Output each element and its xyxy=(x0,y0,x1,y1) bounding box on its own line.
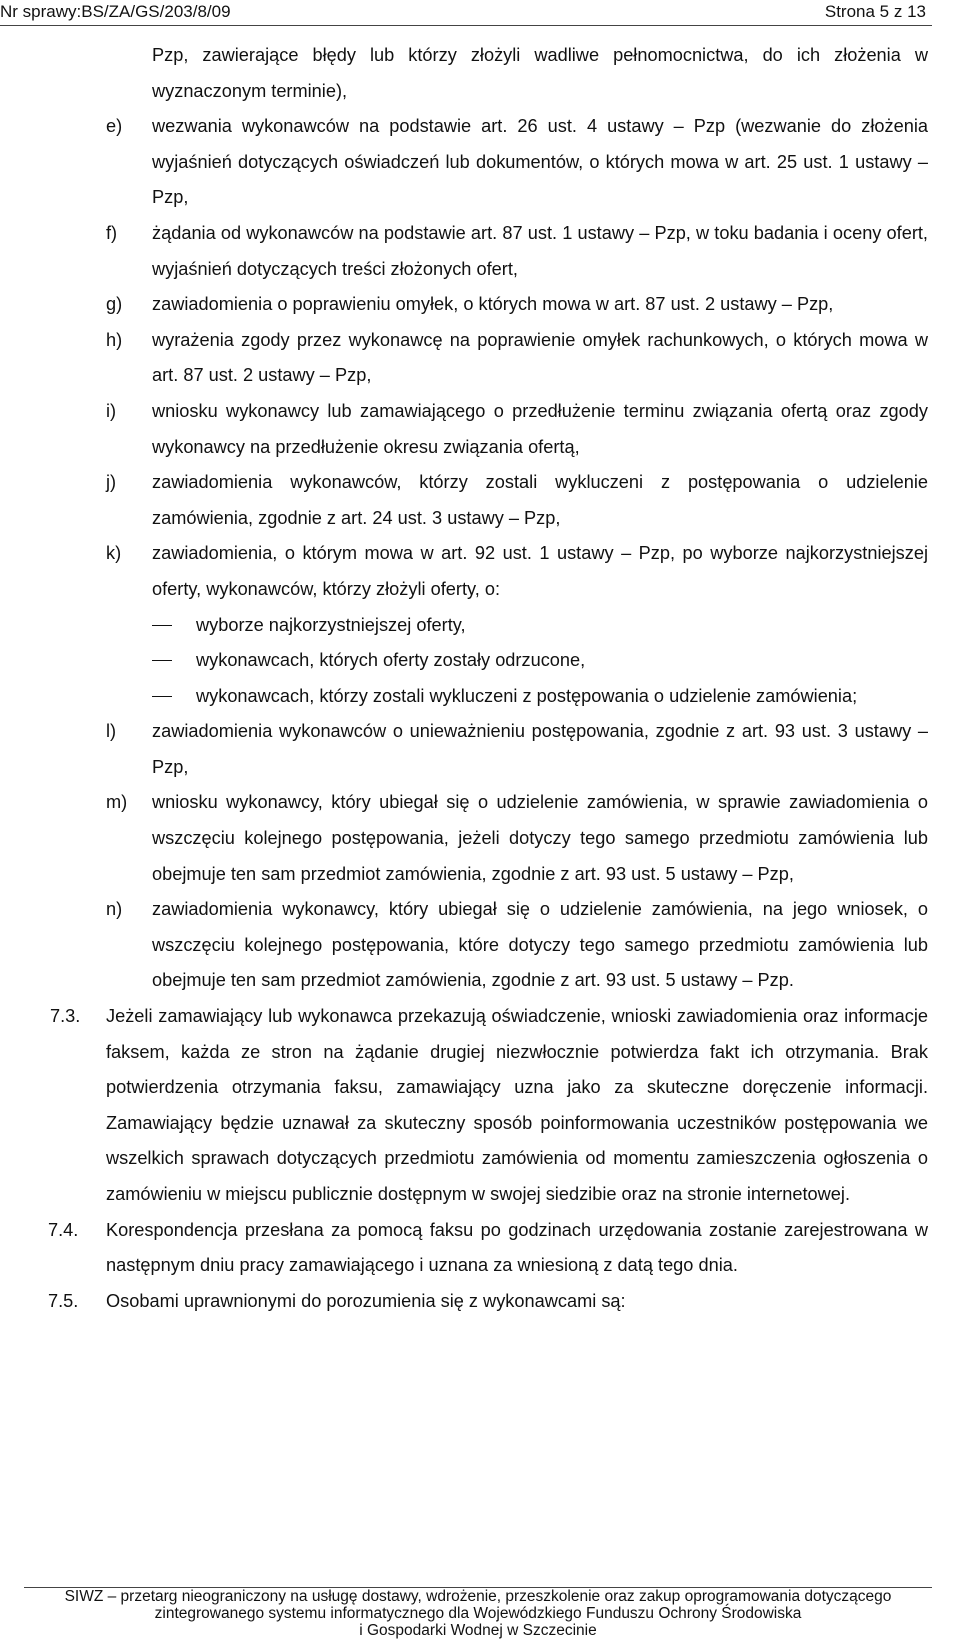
dash-marker xyxy=(152,696,172,697)
document-body xyxy=(0,38,960,1319)
list-item xyxy=(0,785,928,892)
header-divider xyxy=(0,25,932,26)
footer-line: zintegrowanego systemu informatycznego dla Wojewódzkiego Funduszu Ochrony Środowiska xyxy=(154,1605,802,1622)
list-marker: j) xyxy=(106,472,117,493)
case-number: Nr sprawy:BS/ZA/GS/203/8/09 xyxy=(0,2,231,21)
section-text: Korespondencja przesłana za pomocą faksu po godzinach urzędowania zostanie zarejestrowana w następnym dniu pracy zamawiającego i uznana za wniesioną z datą tego dnia. xyxy=(106,1219,928,1276)
list-marker: h) xyxy=(106,329,123,350)
list-item xyxy=(0,287,928,323)
list-item-text: żądania od wykonawców na podstawie art. 87 ust. 1 ustawy – Pzp, w toku badania i oceny ofert, wyjaśnień dotyczących treści złożonych ofert, xyxy=(152,222,928,279)
section-7-4 xyxy=(0,1213,928,1284)
dash-item-text: wyborze najkorzystniejszej oferty, xyxy=(196,614,466,635)
list-marker: g) xyxy=(106,294,123,315)
list-item-text: zawiadomienia o poprawieniu omyłek, o których mowa w art. 87 ust. 2 ustawy – Pzp, xyxy=(152,294,834,315)
list-item-text: wyrażenia zgody przez wykonawcę na poprawienie omyłek rachunkowych, o których mowa w art. 87 ust. 2 ustawy – Pzp, xyxy=(152,329,928,386)
list-item-text: zawiadomienia, o którym mowa w art. 92 ust. 1 ustawy – Pzp, po wyborze najkorzystniejszej oferty, wykonawców, którzy złożyli oferty, o: xyxy=(152,543,928,599)
dash-item-text: wykonawcach, którzy zostali wykluczeni z postępowania o udzielenie zamówienia; xyxy=(196,685,858,706)
list-item xyxy=(0,465,928,536)
page-header xyxy=(0,0,960,27)
section-7-5 xyxy=(0,1284,928,1320)
list-item xyxy=(0,394,928,465)
list-item-text: zawiadomienia wykonawcy, który ubiegał się o udzielenie zamówienia, na jego wniosek, o wszczęciu kolejnego postępowania, które dotyczy tego samego przedmiotu zamówienia lub obejmuje ten sam przedmiot zamówienia, zgodnie z art. 93 ust. 5 ustawy – Pzp. xyxy=(152,899,928,991)
section-text: Osobami uprawnionymi do porozumienia się z wykonawcami są: xyxy=(106,1290,626,1311)
list-item-text: wniosku wykonawcy lub zamawiającego o przedłużenie terminu związania ofertą oraz zgody wykonawcy na przedłużenie okresu związania ofertą, xyxy=(152,400,928,457)
footer-line: SIWZ – przetarg nieograniczony na usługę dostawy, wdrożenie, przeszkolenie oraz zakup oprogramowania dotyczącego xyxy=(64,1588,892,1605)
list-marker: n) xyxy=(106,899,123,920)
list-item-text: wezwania wykonawców na podstawie art. 26 ust. 4 ustawy – Pzp (wezwanie do złożenia wyjaśnień dotyczących oświadczeń lub dokumentów, o których mowa w art. 25 ust. 1 ustawy – Pzp, xyxy=(152,116,928,208)
dash-marker xyxy=(152,660,172,661)
list-item xyxy=(0,109,928,216)
continuation-paragraph xyxy=(0,38,928,109)
continuation-text: Pzp, zawierające błędy lub którzy złożyli wadliwe pełnomocnictwa, do ich złożenia w wyznaczonym terminie), xyxy=(152,45,928,101)
list-marker: m) xyxy=(106,792,128,813)
footer-line: i Gospodarki Wodnej w Szczecinie xyxy=(359,1622,597,1639)
section-number: 7.5. xyxy=(48,1290,79,1311)
dash-item-text: wykonawcach, których oferty zostały odrzucone, xyxy=(196,650,586,671)
list-item-text: wniosku wykonawcy, który ubiegał się o udzielenie zamówienia, w sprawie zawiadomienia o wszczęciu kolejnego postępowania, jeżeli dotyczy tego samego przedmiotu zamówienia lub obejmuje ten sam przedmiot zamówienia, zgodnie z art. 93 ust. 5 ustawy – Pzp, xyxy=(152,792,928,884)
list-item-text: zawiadomienia wykonawców o unieważnieniu postępowania, zgodnie z art. 93 ust. 3 ustawy – Pzp, xyxy=(152,721,928,777)
page-footer xyxy=(24,1588,932,1639)
dash-item xyxy=(0,643,928,679)
list-marker: f) xyxy=(106,222,118,243)
dash-item xyxy=(0,608,928,644)
list-item xyxy=(0,892,928,999)
section-7-3 xyxy=(0,999,928,1213)
dash-marker xyxy=(152,625,172,626)
section-number: 7.3. xyxy=(50,1006,81,1027)
section-number: 7.4. xyxy=(48,1219,79,1240)
list-marker: e) xyxy=(106,116,123,137)
list-item xyxy=(0,714,928,785)
list-item xyxy=(0,323,928,394)
page-number: Strona 5 z 13 xyxy=(824,2,926,21)
section-text: Jeżeli zamawiający lub wykonawca przekazują oświadczenie, wnioski zawiadomienia oraz informacje faksem, każda ze stron na żądanie drugiej niezwłocznie potwierdza fakt ich otrzymania. Brak potwierdzenia otrzymania faksu, zamawiający uzna jako za skuteczne doręczenie informacji. Zamawiający będzie uznawał za skuteczny sposób poinformowania uczestników postępowania we wszelkich sprawach dotyczących przedmiotu zamówienia od momentu zamieszczenia ogłoszenia o zamówieniu w miejscu publicznie dostępnym w swojej siedzibie oraz na stronie internetowej. xyxy=(106,1006,928,1204)
list-item xyxy=(0,216,928,287)
dash-item xyxy=(0,679,928,715)
list-item-text: zawiadomienia wykonawców, którzy zostali wykluczeni z postępowania o udzielenie zamówienia, zgodnie z art. 24 ust. 3 ustawy – Pzp, xyxy=(152,472,928,528)
list-marker: l) xyxy=(106,721,117,742)
list-marker: i) xyxy=(106,400,117,421)
list-marker: k) xyxy=(106,543,122,564)
list-item xyxy=(0,536,928,607)
